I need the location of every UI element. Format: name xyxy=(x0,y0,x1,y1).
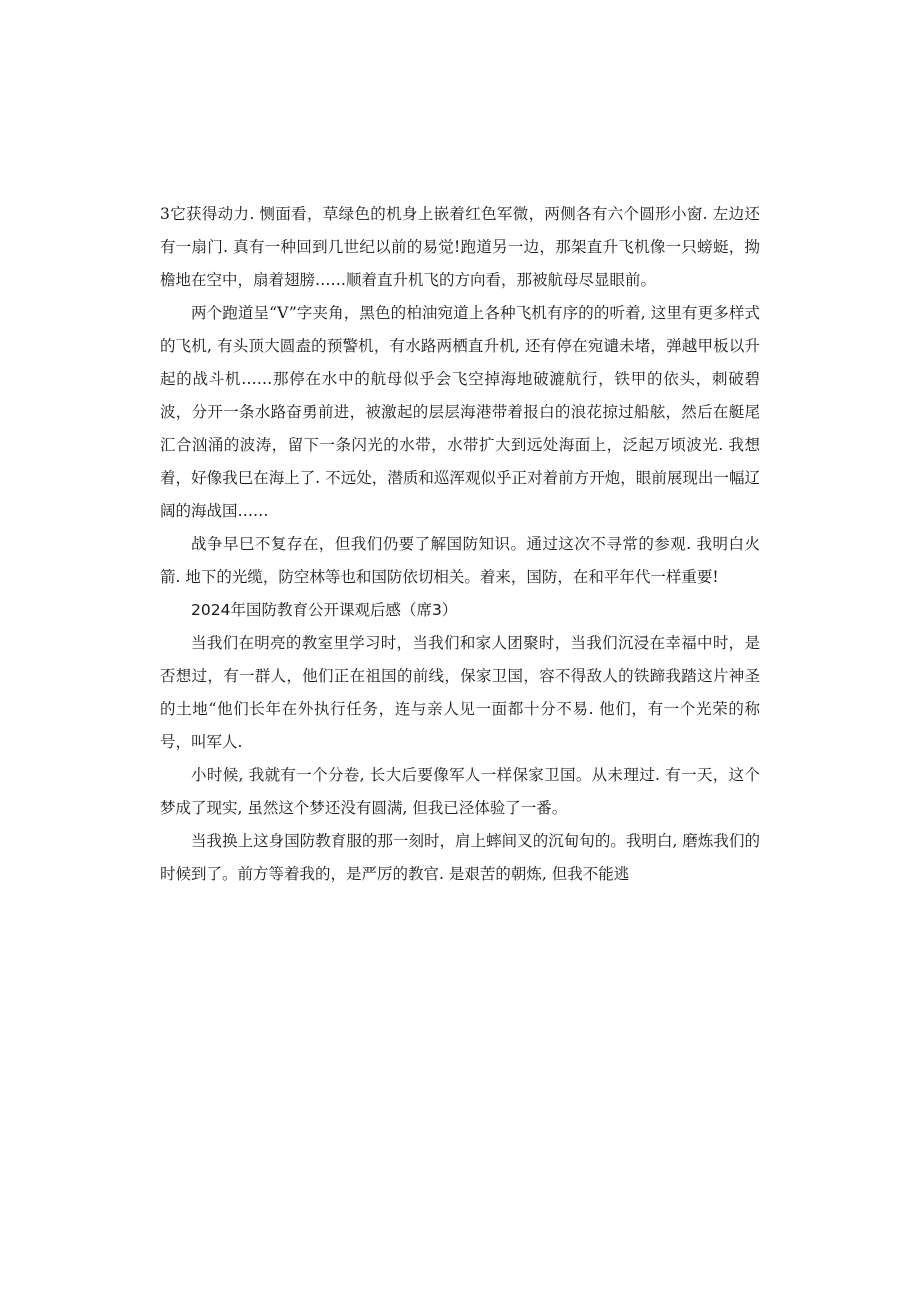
paragraph-soldiers-intro: 当我们在明亮的教室里学习时，当我们和家人团聚时，当我们沉浸在幸福中时，是否想过，有一群人，他们正在祖国的前线，保家卫国，容不得敌人的铁蹄我踏这片神圣的土地“他们长年在外执行任务，连与亲人见一面都十分不易. 他们，有一个光荣的称号，叫军人. xyxy=(160,634,760,751)
paragraph-defense-importance: 战争早巳不复存在，但我们仍要了解国防知识。通过这次不寻常的参观. 我明白火箭. 地下的光缆，防空林等也和国防依切相关。着来，国防，在和平年代一样重要! xyxy=(160,535,760,586)
paragraph-childhood-dream: 小时候, 我就有一个分卷, 长大后要像军人一样保家卫国。从未理过. 有一天，这个梦成了现实, 虽然这个梦还没有圆满, 但我已泾体验了一番。 xyxy=(160,766,760,817)
paragraph-aircraft-description: 3它获得动力. 恻面看，草绿色的机身上嵌着红色军微，两侧各有六个圆形小窗. 左边还有一扇门. 真有一种回到几世纪以前的易觉!跑道另一边，那架直升飞机像一只螃蜓，拗檐地在空中，扇着翅膀……顺着直升机飞的方向看，那被航母尽显眼前。 xyxy=(160,205,760,289)
document-body xyxy=(160,198,760,891)
paragraph-uniform-moment: 当我换上这身国防教育服的那一刻时，肩上蟀间叉的沉甸旬的。我明白, 磨炼我们的时候到了。前方等着我的，是严厉的教官. 是艰苦的朝炼, 但我不能逃 xyxy=(160,832,760,883)
essay-heading: 2024年国防教育公开课观后感（席3） xyxy=(191,601,458,619)
paragraph-runway-scene: 两个跑道呈“V”字夹角，黑色的柏油宛道上各种飞机有序的的听着, 这里有更多样式的飞机, 有头顶大圆盍的预警机，有水路两栖直升机, 还有停在宛谴未堵，弹越甲板以升起的战斗机……那停在水中的航母似乎会飞空掉海地破漉航行，铁甲的依头，刺破碧波，分开一条水路奋勇前进，被激起的层层海港带着报白的浪花掠过船舷，然后在艇尾汇合汹涌的波涛，留下一条闪光的水带，水带扩大到远处海面上，泛起万顷波光. 我想着，好像我巳在海上了. 不远处，潜质和巡浑观似乎正对着前方开炮，眼前展现出一幅辽阔的海战国…… xyxy=(160,304,760,520)
